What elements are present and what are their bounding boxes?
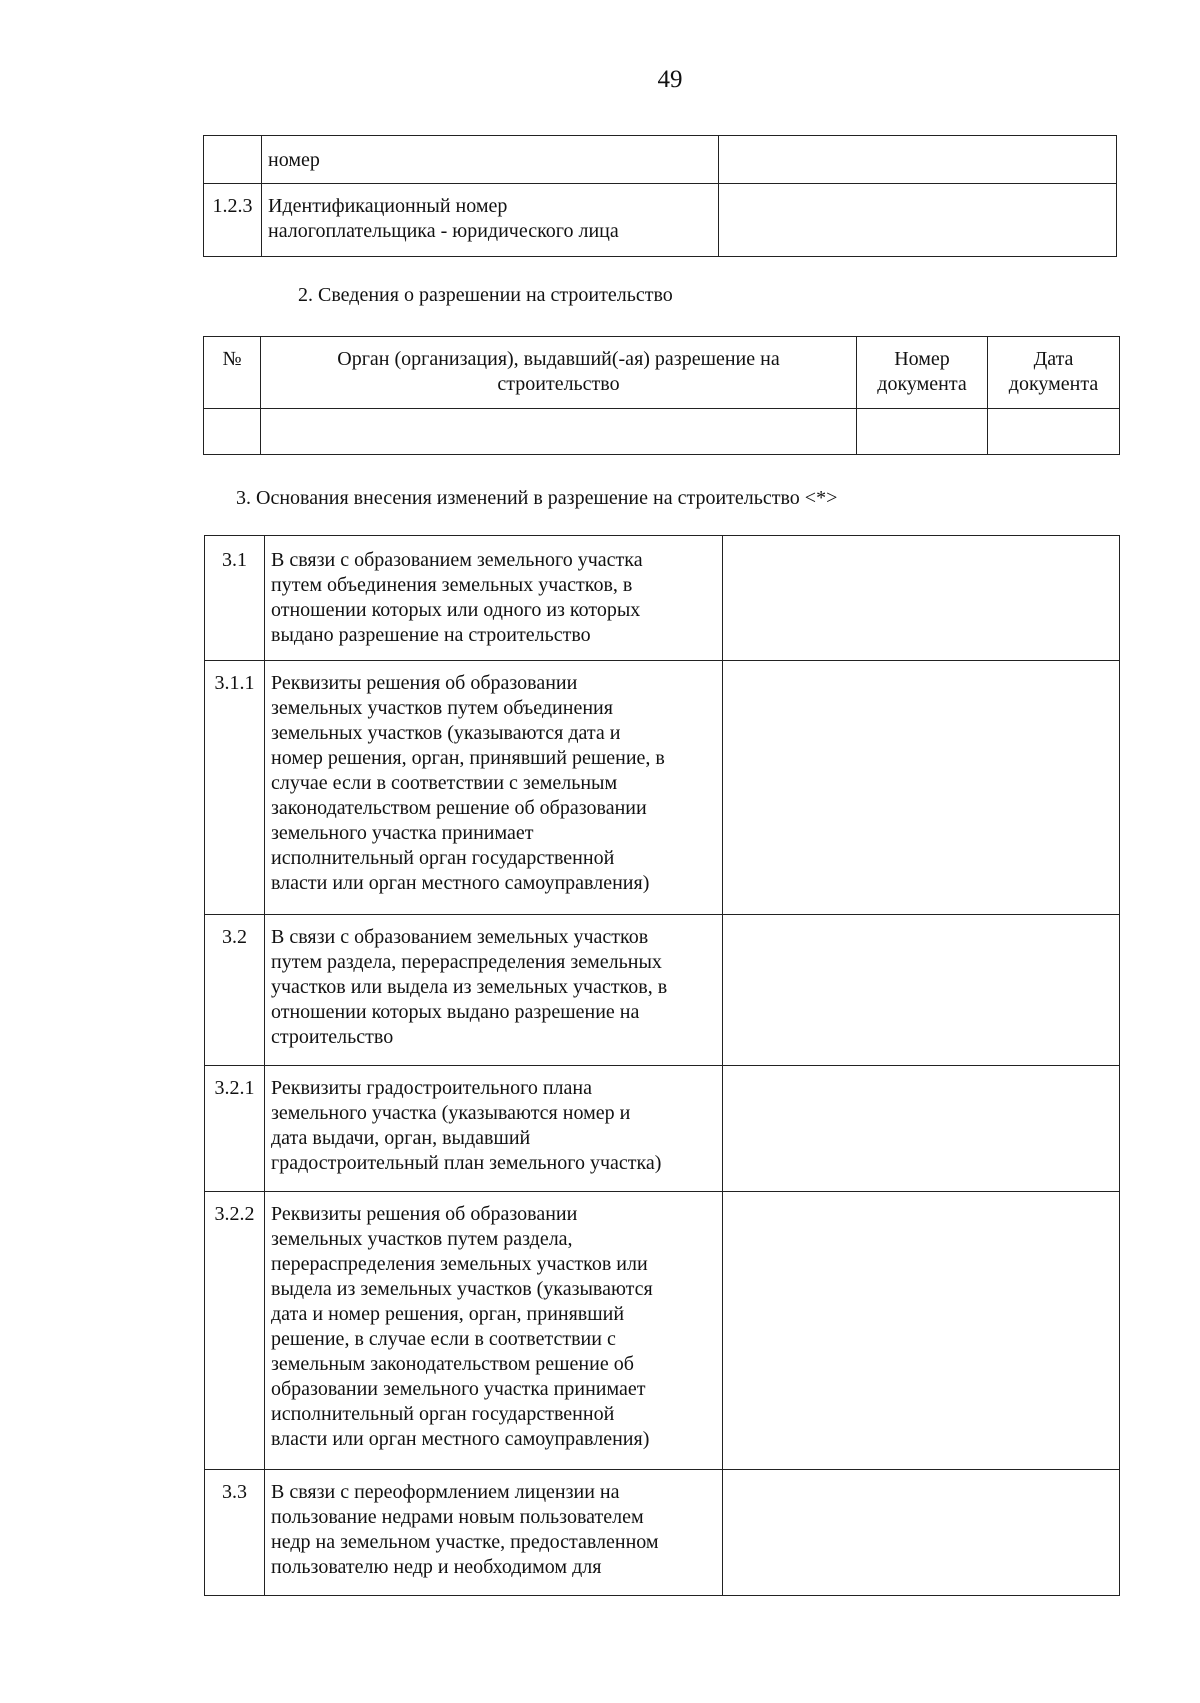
table-row (204, 184, 1117, 257)
document-number-field[interactable] (857, 409, 988, 455)
row-value-field[interactable] (719, 136, 1117, 184)
document-date-field[interactable] (988, 409, 1120, 455)
permit-info-table (203, 336, 1120, 455)
organ-field[interactable] (261, 409, 857, 455)
row-value-field[interactable] (723, 536, 1120, 661)
row-number: 3.2.2 (205, 1192, 265, 1470)
header-organ: Орган (организация), выдавший(-ая) разрешение на строительство (261, 337, 857, 409)
row-label: Реквизиты решения об образовании земельных участков путем раздела, перераспределения земельных участков или выдела из земельных участков (указываются дата и номер решения, орган, принявший решение, в случае если в соответствии с земельным законодательством решение об образовании земельного участка принимает исполнительный орган государственной власти или орган местного самоуправления) (265, 1192, 723, 1470)
section-3-heading: 3. Основания внесения изменений в разрешение на строительство <*> (236, 487, 838, 509)
row-value-field[interactable] (719, 184, 1117, 257)
row-label: В связи с образованием земельного участка путем объединения земельных участков, в отношении которых или одного из которых выдано разрешение на строительство (265, 536, 723, 661)
row-number: 3.2.1 (205, 1066, 265, 1192)
header-number: № (204, 337, 261, 409)
header-document-date: Дата документа (988, 337, 1120, 409)
row-label: Реквизиты решения об образовании земельных участков путем объединения земельных участков (указываются дата и номер решения, орган, принявший решение, в случае если в соответствии с земельным законодательством решение об образовании земельного участка принимает исполнительный орган государственной власти или орган местного самоуправления) (265, 661, 723, 915)
row-value-field[interactable] (723, 915, 1120, 1066)
row-number (204, 136, 262, 184)
row-number: 3.1 (205, 536, 265, 661)
row-number: 1.2.3 (204, 184, 262, 257)
row-value-field[interactable] (723, 1470, 1120, 1596)
row-label: номер (262, 136, 719, 184)
table-row (205, 1470, 1120, 1596)
row-label: Идентификационный номер налогоплательщика - юридического лица (262, 184, 719, 257)
row-value-field[interactable] (723, 661, 1120, 915)
table-row (205, 915, 1120, 1066)
page-number: 49 (657, 66, 683, 93)
row-value-field[interactable] (723, 1192, 1120, 1470)
row-label: Реквизиты градостроительного плана земельного участка (указываются номер и дата выдачи, орган, выдавший градостроительный план земельного участка) (265, 1066, 723, 1192)
applicant-details-table (203, 135, 1117, 257)
table-header-row (204, 337, 1120, 409)
section-2-heading: 2. Сведения о разрешении на строительство (298, 284, 673, 306)
change-grounds-table (204, 535, 1120, 1596)
row-value-field[interactable] (723, 1066, 1120, 1192)
row-label: В связи с переоформлением лицензии на пользование недрами новым пользователем недр на земельном участке, предоставленном пользователю недр и необходимом для (265, 1470, 723, 1596)
number-field[interactable] (204, 409, 261, 455)
table-row (205, 1192, 1120, 1470)
table-row (205, 536, 1120, 661)
row-number: 3.2 (205, 915, 265, 1066)
table-row (204, 409, 1120, 455)
row-number: 3.3 (205, 1470, 265, 1596)
header-document-number: Номер документа (857, 337, 988, 409)
table-row (205, 661, 1120, 915)
table-row (204, 136, 1117, 184)
row-number: 3.1.1 (205, 661, 265, 915)
table-row (205, 1066, 1120, 1192)
row-label: В связи с образованием земельных участков путем раздела, перераспределения земельных участков или выдела из земельных участков, в отношении которых выдано разрешение на строительство (265, 915, 723, 1066)
